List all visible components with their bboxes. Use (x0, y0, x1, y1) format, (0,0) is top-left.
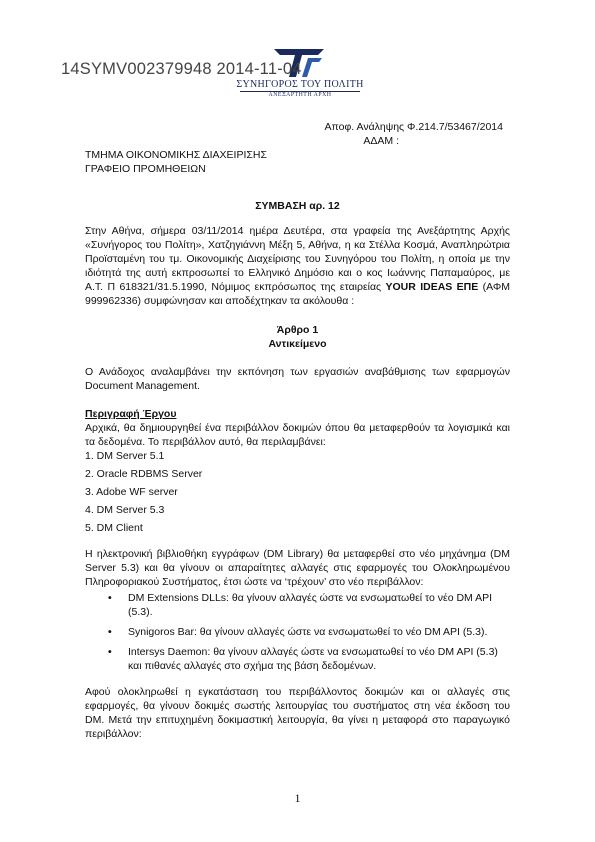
list-item (108, 625, 510, 639)
bullet-text: Intersys Daemon: θα γίνουν αλλαγές ώστε να ενσωματωθεί το νέο DM API (5.3) και πιθανές αλλαγές στο σχήμα της βάση δεδομένων. (128, 646, 498, 672)
article-name: Αντικείμενο (268, 338, 327, 350)
list-item: 4. DM Server 5.3 (85, 504, 165, 516)
contract-body (85, 224, 510, 741)
closing-paragraph: Αφού ολοκληρωθεί η εγκατάσταση του περιβάλλοντος δοκιμών και οι αλλαγές στις εφαρμογές, θα γίνουν δοκιμές σωστής λειτουργίας του συστήματος στη νέα έκδοση του DM. Μετά την επιτυχημένη δοκιμαστική λειτουργία, θα γίνει η μεταφορά στο παραγωγικό περιβάλλον: (85, 686, 510, 740)
bullet-icon: • (108, 592, 112, 604)
environment-list (85, 449, 510, 535)
project-heading: Περιγραφή Έργου (85, 408, 177, 420)
bullet-icon: • (108, 626, 112, 638)
document-stamp: 14SYMV002379948 2014-11-04 (61, 60, 302, 78)
page-number: 1 (294, 791, 301, 805)
department-name: ΤΜΗΜΑ ΟΙΚΟΝΟΜΙΚΗΣ ΔΙΑΧΕΙΡΙΣΗΣ (85, 149, 267, 161)
changes-list (85, 591, 510, 673)
adam-reference: ΑΔΑΜ : (363, 135, 399, 147)
project-description: Αρχικά, θα δημιουργηθεί ένα περιβάλλον δοκιμών όπου θα μεταφερθούν τα λογισμικά και τα δεδομένα. Το περιβάλλον αυτό, θα περιλαμβάνει: (85, 422, 510, 448)
contract-title: ΣΥΜΒΑΣΗ αρ. 12 (255, 200, 340, 212)
company-name: YOUR IDEAS ΕΠΕ (385, 281, 479, 293)
bullet-text: Synigoros Bar: θα γίνουν αλλαγές ώστε να ενσωματωθεί το νέο DM API (5.3). (128, 626, 488, 638)
department-block (85, 148, 267, 176)
decision-reference: Αποφ. Ανάληψης Φ.214.7/53467/2014 (324, 121, 503, 133)
bullet-text: DM Extensions DLLs: θα γίνουν αλλαγές ώστε να ενσωματωθεί το νέο DM API (5.3). (128, 592, 493, 618)
list-item (108, 591, 510, 619)
intro-paragraph (85, 224, 510, 308)
object-paragraph: Ο Ανάδοχος αναλαμβάνει την εκπόνηση των εργασιών αναβάθμισης των εφαρμογών Document Management. (85, 366, 510, 392)
logo-name: ΣΥΝΗΓΟΡΟΣ ΤΟΥ ΠΟΛΙΤΗ (236, 79, 364, 90)
intro-text-end: (ΑΦΜ 999962336) συμφώνησαν και αποδέχτηκαν τα ακόλουθα : (85, 281, 510, 307)
article-number: Άρθρο 1 (276, 324, 319, 336)
list-item: 1. DM Server 5.1 (85, 450, 165, 462)
list-item (108, 645, 510, 673)
list-item: 2. Oracle RDBMS Server (85, 468, 203, 480)
list-item: 5. DM Client (85, 522, 143, 534)
office-name: ΓΡΑΦΕΙΟ ΠΡΟΜΗΘΕΙΩΝ (85, 163, 206, 175)
list-item: 3. Adobe WF server (85, 486, 178, 498)
intro-text: Στην Αθήνα, σήμερα 03/11/2014 ημέρα Δευτέρα, στα γραφεία της Ανεξάρτητης Αρχής «Συνήγορος του Πολίτη», Χατζηγιάννη Μέξη 5, Αθήνα, η κα Στέλλα Κοσμά, Αναπληρώτρια Προϊσταμένη του τμ. Οικονομικής Διαχείρισης του Συνηγόρου του Πολίτη, η οποία με την ιδιότητά της αυτή εκπροσωπεί το Ελληνικό Δημόσιο και ο κος Ιωάννης Παπαμαύρος, με Α.Τ. Π 618321/31.5.1990, Νόμιμος εκπρόσωπος της εταιρείας (85, 225, 510, 293)
reference-block (325, 120, 504, 148)
library-paragraph: Η ηλεκτρονική βιβλιοθήκη εγγράφων (DM Library) θα μεταφερθεί στο νέο μηχάνημα (DM Server 5.3) και θα γίνουν οι απαραίτητες αλλαγές στις εφαρμογές του Ολοκληρωμένου Πληροφοριακού Συστήματος, έτσι ώστε να ‘τρέχουν’ στο νέο περιβάλλον: (85, 548, 510, 588)
bullet-icon: • (108, 646, 112, 658)
logo-subtitle: ΑΝΕΞΑΡΤΗΤΗ ΑΡΧΗ (268, 92, 332, 98)
